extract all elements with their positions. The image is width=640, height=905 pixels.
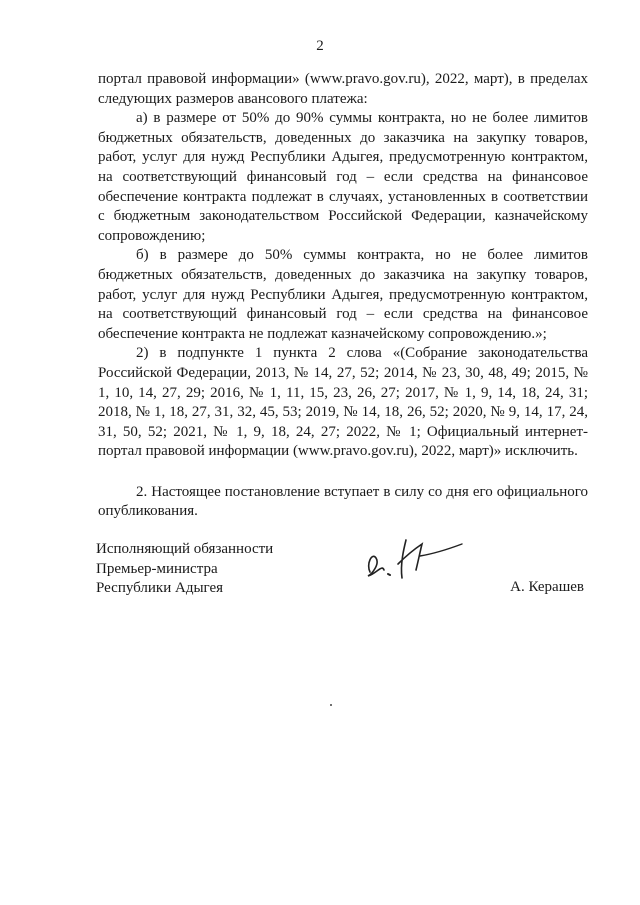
paragraph-item-b: б) в размере до 50% суммы контракта, но не более лимитов бюджетных обязательств, доведенных до заказчика на закупку товаров, работ, услуг для нужд Республики Адыгея, предусмотренную контрактом, на соответствующий финансовый год – если средства на финансовое обеспечение контракта не подлежат казначейскому сопровождению.»; [98, 247, 588, 342]
paragraph-effective-date: 2. Настоящее постановление вступает в силу со дня его официального опубликования. [98, 483, 588, 520]
paragraph-advance-payment-intro: портал правовой информации» (www.pravo.gov.ru), 2022, март), в пределах следующих размеров авансового платежа: [98, 71, 588, 107]
signatory-title-line: Исполняющий обязанности [96, 541, 274, 557]
paragraph-gap [98, 462, 588, 483]
scan-speck [330, 704, 332, 706]
signature-block [96, 540, 588, 600]
paragraph-subpoint-2: 2) в подпункте 1 пункта 2 слова «(Собрание законодательства Российской Федерации, 2013, № 14, 27, 52; 2014, № 23, 30, 48, 49; 2015, № 1, 10, 14, 27, 29; 2016, № 1, 11, 15, 23, 26, 27; 2017, № 1, 9, 14, 18, 24, 31; 2018, № 1, 18, 27, 31, 32, 45, 53; 2019, № 14, 18, 26, 52; 2020, № 9, 14, 17, 24, 31, 50, 52; 2021, № 1, 9, 18, 24, 27; 2022, № 1; Официальный интернет-портал правовой информации (www.pravo.gov.ru), 2022, март)» исключить. [98, 345, 588, 460]
signatory-title-line: Республики Адыгея [96, 580, 224, 597]
handwritten-signature [362, 534, 466, 584]
paragraph-item-a: а) в размере от 50% до 90% суммы контракта, но не более лимитов бюджетных обязательств, доведенных до заказчика на закупку товаров, работ, услуг для нужд Республики Адыгея, предусмотренную контрактом, на соответствующий финансовый год – если средства на финансовое обеспечение контракта подлежат в случаях, установленных в соответствии с бюджетным законодательством Российской Федерации, казначейскому сопровождению; [98, 110, 588, 244]
page-number: 2 [316, 38, 324, 54]
signatory-title-line: Премьер-министра [96, 560, 218, 577]
document-body [98, 70, 588, 522]
signatory-name: А. Керашев [510, 579, 584, 595]
